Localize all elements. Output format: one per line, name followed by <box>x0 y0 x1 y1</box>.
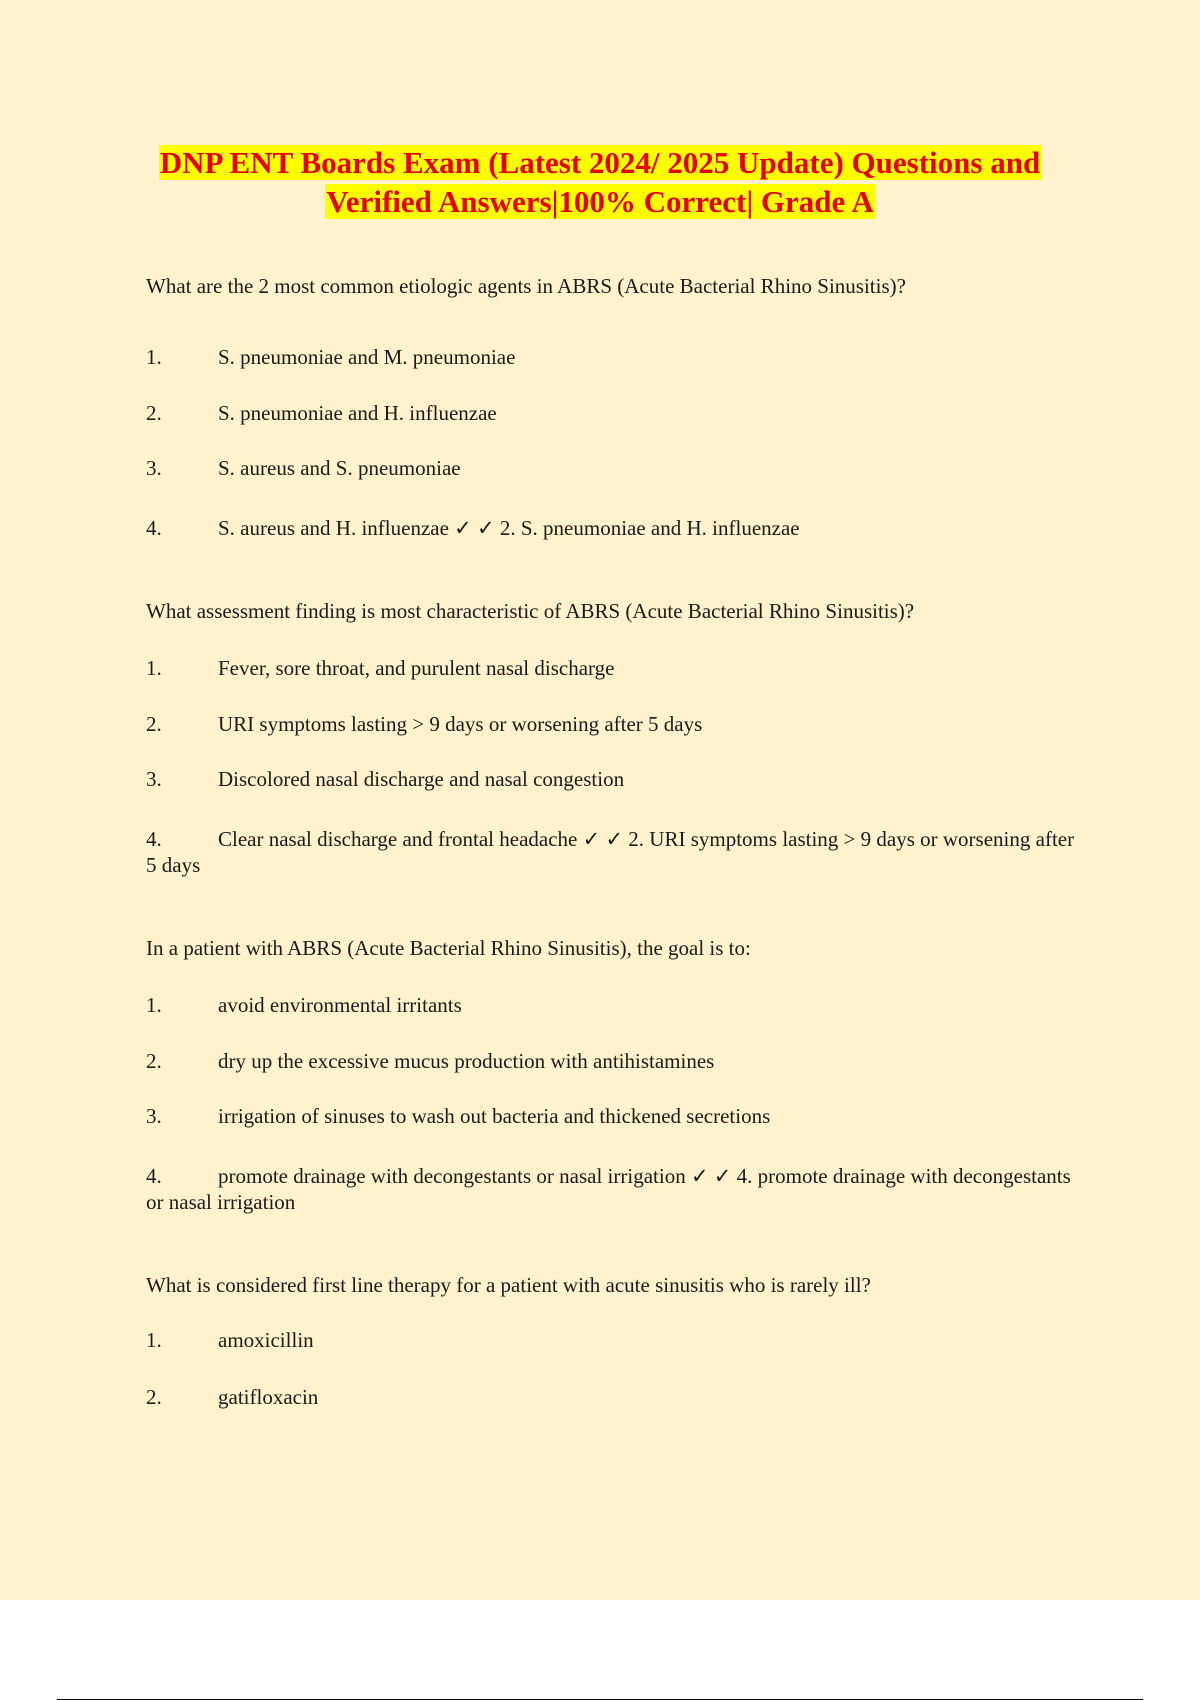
option-item <box>146 1327 1076 1353</box>
option-number: 2. <box>146 401 162 425</box>
option-text: Clear nasal discharge and frontal headache ✓ ✓ 2. URI symptoms lasting > 9 days or worsening after 5 days <box>146 827 1075 877</box>
option-item <box>146 515 1076 541</box>
option-text: irrigation of sinuses to wash out bacteria and thickened secretions <box>218 1104 771 1128</box>
option-number: 4. <box>146 1164 162 1188</box>
option-number: 4. <box>146 827 162 851</box>
option-item <box>146 1103 1076 1129</box>
option-number: 3. <box>146 456 162 480</box>
questions-content <box>146 273 1076 1410</box>
option-number: 2. <box>146 1049 162 1073</box>
option-number: 2. <box>146 1385 162 1409</box>
option-text: S. aureus and S. pneumoniae <box>218 456 461 480</box>
option-text: dry up the excessive mucus production with antihistamines <box>218 1049 715 1073</box>
option-text: gatifloxacin <box>218 1385 319 1409</box>
option-list <box>146 992 1076 1215</box>
question-text: In a patient with ABRS (Acute Bacterial Rhino Sinusitis), the goal is to: <box>146 936 751 960</box>
option-item <box>146 992 1076 1018</box>
option-text: Fever, sore throat, and purulent nasal discharge <box>218 656 615 680</box>
option-number: 3. <box>146 1104 162 1128</box>
option-number: 2. <box>146 712 162 736</box>
option-item <box>146 344 1076 370</box>
option-list <box>146 655 1076 878</box>
option-item <box>146 711 1076 737</box>
option-item <box>146 1163 1076 1215</box>
option-item <box>146 455 1076 481</box>
option-text: URI symptoms lasting > 9 days or worsening after 5 days <box>218 712 703 736</box>
title-line-2: Verified Answers|100% Correct| Grade A <box>326 184 874 219</box>
option-number: 1. <box>146 656 162 680</box>
option-list <box>146 344 1076 541</box>
option-item <box>146 1048 1076 1074</box>
question-text: What assessment finding is most characteristic of ABRS (Acute Bacterial Rhino Sinusitis)? <box>146 599 915 623</box>
document-title <box>0 143 1200 221</box>
option-text: S. pneumoniae and M. pneumoniae <box>218 345 516 369</box>
question-block-4 <box>146 1272 1076 1410</box>
option-text: amoxicillin <box>218 1328 314 1352</box>
question-block-2 <box>146 598 1076 878</box>
option-item <box>146 766 1076 792</box>
title-line-1: DNP ENT Boards Exam (Latest 2024/ 2025 Update) Questions and <box>159 145 1041 180</box>
option-text: S. aureus and H. influenzae ✓ ✓ 2. S. pneumoniae and H. influenzae <box>218 516 800 540</box>
option-item <box>146 826 1076 878</box>
option-number: 1. <box>146 345 162 369</box>
option-text: avoid environmental irritants <box>218 993 462 1017</box>
question-block-3 <box>146 935 1076 1215</box>
option-text: promote drainage with decongestants or nasal irrigation ✓ ✓ 4. promote drainage with decongestants or nasal irrigation <box>146 1164 1071 1214</box>
option-item <box>146 655 1076 681</box>
option-number: 4. <box>146 516 162 540</box>
option-text: S. pneumoniae and H. influenzae <box>218 401 497 425</box>
option-list <box>146 1327 1076 1410</box>
option-number: 1. <box>146 993 162 1017</box>
question-block-1 <box>146 273 1076 541</box>
option-number: 3. <box>146 767 162 791</box>
option-item <box>146 1384 1076 1410</box>
option-item <box>146 400 1076 426</box>
option-text: Discolored nasal discharge and nasal congestion <box>218 767 625 791</box>
option-number: 1. <box>146 1328 162 1352</box>
question-text: What are the 2 most common etiologic agents in ABRS (Acute Bacterial Rhino Sinusitis)? <box>146 274 906 298</box>
question-text: What is considered first line therapy for a patient with acute sinusitis who is rarely ill? <box>146 1273 871 1297</box>
